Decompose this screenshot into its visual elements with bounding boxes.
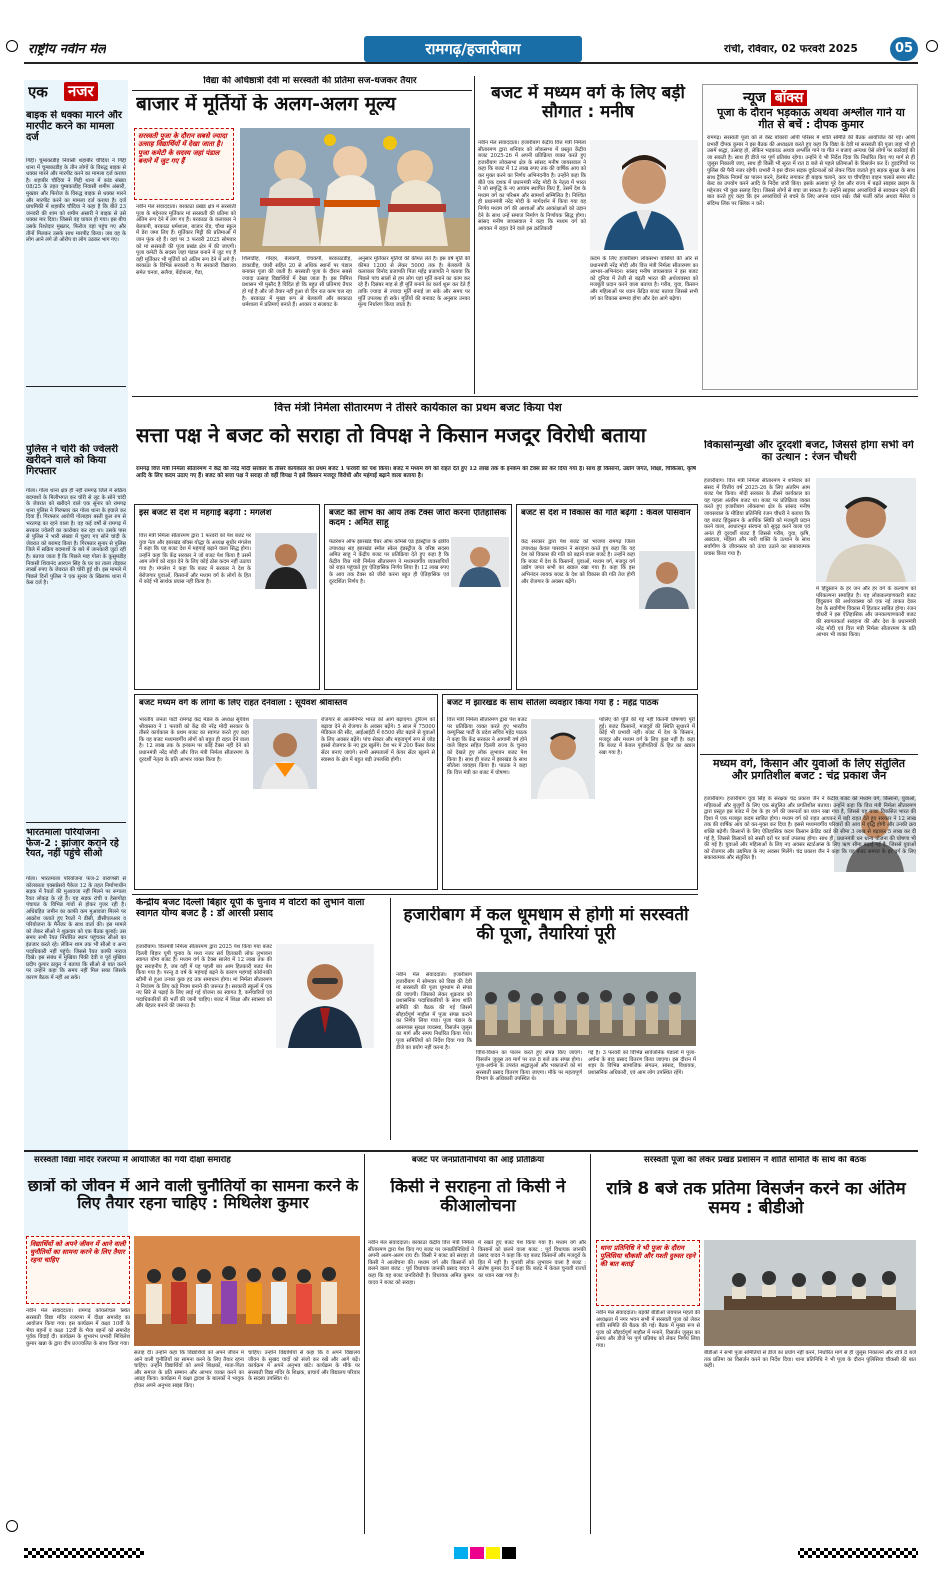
page-number-badge: 05 — [890, 37, 918, 61]
opinion-headline: इस बजट से देश में महंगाई बढ़ेगी : मंगलेश — [139, 509, 272, 518]
portrait-manish-photo — [590, 140, 698, 250]
bdo-meeting-photo — [704, 1240, 916, 1346]
story-headline: बाइक से धक्का मारने और मारपीट करने का मामला दर्ज — [26, 110, 122, 144]
story-headline: किसी ने सराहना तो किसी ने कीआलोचना — [390, 1178, 566, 1217]
story-body: हजारीबाग। वित्तमंत्री निर्मला सीतारमण द्वारा 2025 पेश किया गया बजट दिल्ली बिहार यूपी चुनाव के मध्य नजर सर्व हितकारी लोक लुभावना स्वागत योग्य बजट है। मध्यम वर्ग के टैक्स सालेव में 12 लाख तक की छूट सराहनीय है, जब वहीं में यह पहली बार आम हितकारी बजट पेश किया गया है। परन्तु 8 वर्ष के महंगाई बढ़ने के कारण महंगाई कोरोनाकी स्टीमी से हुआ उनका कुछ हद तक समाधान होगा। मां निर्मला सीतारमण ने नियंत्रण के लिए कड़े नियम बनाने की जरूरत है। सरकारी स्कूलों में एक नए सिरे से पढ़ाई के लिए लाई गई योजना का स्वागत है, कर्मचारियों एवं पदाधिकारियों की भर्ती की जानी चाहिए। बजट में शिक्षा और स्वास्थ्य को और बेहतर बनाने की जरूरत है। — [136, 944, 272, 1010]
story-body: गोला। गोला थाना क्षेत्र ही नहीं रामगढ़ जिले में सक्रिय बदमाशों के मिलीभगत कर चोरी से लूट के सोने चांदी के जेवरात को खरीदने वाले एक सुनार को रामगढ़ थाना पुलिस ने गिरफ्तार कर गोला थाना के हवाले कर दिया है। गिरफ्तार आरोपी गोलाहार बस्ती कुल रुप से भरतगढ़ का रहने वाला है। वह कई वर्षों से रामगढ़ में सरकार ज्वेलरी का कारोबार कर रहा था। उसके पास से पुलिस ने भारी संख्या में चुराए गए सोने चांदी के जेवरात को बरामद किया है। गिरफ्तार सुनार से पुलिस जिले में सक्रिय बदमाशों के बारे में जानकारी जुटा रही है। बताया जाता है कि पिछले माह गोला के कुसुमडीह निवासी शिवानंद आरएन सिंह के घर का ताला तोड़कर लाखों रुपए के जेवरात की चोरी हुई थी। इस मामले में पिछले दिनों पुलिस ने एक सुनार के खिलाफ थाना में केस दर्ज है। — [26, 488, 126, 587]
story-headline: पूजा के दौरान भड़काऊ अथवा अश्लील गाने या गीत से बचें : दीपक कुमार — [717, 107, 905, 132]
story-headline: विकासोन्मुखी और दूरदर्शी बजट, जिससे होगा सभी वर्ग का उत्थान : रंजन चौधरी — [704, 440, 914, 463]
story-body: रामगढ़। सरस्वती पूजा को ले वेस्ट बोकारो ओपी परिसर में शांति समिति की बैठक आयोजित की गई। ओपी प्रभारी दीपक कुमार ने इस बैठक की अध्यक्षता करते हुए कहा कि विद्या के देवी मां सरस्वती की पूजा जहां भी हो उसमें श्रद्धा, उत्साह हो, लेकिन भड़काऊ अथवा अश्लील गाने या गीत न बजाएं अन्यथा ऐसे लोगों पर कार्रवाई की जा सकती है। साथ ही डीजे पर पूर्ण प्रतिबंध रहेगा। उन्होंने ये भी निर्देश दिया कि निर्धारित किए गए मार्ग से ही जुलूस निकाली जाए, साथ ही किसी भी सूरत में रात 8 बजे से पहले प्रतिमाओं के विसर्जन कर दें। हुड़दंगियों पर पुलिस की पैनी नजर रहेगी। प्रभारी ने इस दौरान सड़क दुर्घटनाओं को लेकर चिंता जताते हुए सड़क सुरक्षा के साथ साथ ट्रैफिक नियमों का पालन करने, हेलमेट लगाकर ही बाइक चलाने, कार या चौपहिया वाहन चलाते समय सीट बेल्ट का उपयोग करने आदि के निर्देश जारी किए। इसके अलावा पूरे देश और राज्य में बढ़ते साइबर क्राइम के मद्देनजर भी कुछ सलाह दिए। जिससे लोगों से बचा जा सकता है। उन्होंने साइबर अपराधियों से सावधान रहने की बात करते हुए कहा कि इन अपराधियों से बचने के लिए अपना ध्यान रखें। जैसे फर्जी कॉल अथवा मैसेज व संदिग्ध लिंक पर क्लिक न करें। — [707, 135, 915, 207]
main-headline: सत्ता पक्ष ने बजट को सराहा तो विपक्ष ने किसान मजदूर विरोधी बताया — [136, 424, 646, 447]
story-body: नवीन मेल संवाददाता। हजारीबाग हजारीबाग में सोमवार को विद्या की देवी मां सरस्वती की पूजा धूमधाम से संपन्न की जाएगी। जिसको लेकर शुक्रवार को प्रशासनिक पदाधिकारियों के साथ शांति समिति की बैठक की गई जिसमें सौहार्दपूर्ण माहौल में पूजा संपन्न कराने का निर्णय लिया गया। पूजा पंडाल के आसपास सुरक्षा व्यवस्था, विसर्जन जुलूस का मार्ग और समय निर्धारित किया गया। पूजा समितियों को निर्देश दिया गया कि डीजे का प्रयोग नहीं करना है। — [396, 972, 472, 1051]
story-body: हजारीबाग। हजारीबाग युवा सिंह के संरक्षक चंद्र प्रकाश जैन ने केंद्रीय बजट को मध्यम वर्ग, किसानों, युवाओं, महिलाओं और बुजुर्गों के लिए एक संतुलित और प्रगतिशील बताया। उन्होंने कहा कि वित्त मंत्री निर्मला सीतारमण द्वारा प्रस्तुत इस बजट में देश के हर वर्ग की जरूरतों का ध्यान रखा गया है, जिससे यह बजट विकसित भारत की दिशा में एक मजबूत कदम साबित होगा। मध्यम वर्ग को राहत आयकर में बड़ी राहत देते हुए सरकार ने 12 लाख तक की वार्षिक आय को कर-मुक्त कर दिया है। इससे मध्यमवर्गीय परिवारों की आय में वृद्धि होगी और उनकी क्रय शक्ति बढ़ेगी। किसानों के लिए ऐतिहासिक कदम किसान क्रेडिट कार्ड की सीमा 3 लाख से बढ़ाकर 5 लाख कर दी गई है, जिससे किसानों को सस्ती दरों पर कर्ज उपलब्ध होगा। साथ ही, प्रधानमंत्री धन धान्य योजना की घोषणा भी की गई है। युवाओं और महिलाओं के लिए नए अवसर स्टार्टअप्स के लिए ऋण सीमा बढ़ाई गई है, जिससे युवाओं को रोजगार और उद्यमिता के नए अवसर मिलेंगे। चंद्र प्रकाश जैन ने कहा कि यह बजट समाज के हर वर्ग के लिए सकारात्मक और संतुलित है। — [704, 796, 916, 862]
ek-nazar-badge: एक नजर — [24, 80, 128, 106]
opinion-box — [516, 504, 698, 690]
story-intro: रामगढ़ वित्त मंत्री निर्मला सीतारमण ने केंद्र की नरेंद्र मोदी सरकार के तीसरे कार्यकाल का प्रथम बजट 1 फरवरी को पेश किया। बजट में मध्यम वर्ग को राहत देते हुए 12 लाख तक के इनकम को टैक्स फ्री कर दिया गया है। साथ ही किसानों, उद्योग जगत, शिक्षा, चिकित्सा, कृषि आदि के लिए कदम उठाए गए हैं। बजट को सत्ता पक्ष ने सराहा तो वहीं विपक्ष ने इसे किसान मजदूर विरोधी और महंगाई बढ़ाने वाला बताया है। — [136, 466, 696, 479]
opinion-headline: बजट में झारखंड के साथ सौतेला व्यवहार किया गया है : महेंद्र पाठक — [447, 699, 659, 708]
registration-mark — [6, 1520, 18, 1532]
color-registration-strip — [24, 1544, 918, 1556]
dateline: रांची, रविवार, 02 फरवरी 2025 — [724, 44, 858, 55]
portrait-ranjan-chaudhary-photo — [816, 478, 916, 582]
section-banner — [364, 36, 582, 62]
story-headline: केन्द्रीय बजट दिल्ली बिहार यूपी के चुनाव में वोटरों को लुभाने वाला स्वागत योग्य बजट है : डॉ आरसी प्रसाद — [136, 898, 365, 919]
portrait-amit-sahu-photo — [451, 537, 509, 587]
story-body: नवीन मेल संवाददाता। बड़की बीडीओ जयपाल महतो की अध्यक्षता में नगर भवन सभी में सरस्वती पूजा को लेकर शांति समिति की बैठक की गई। बैठक में मुख्य रूप से पूजा को सौहार्दपूर्ण माहौल में मनाने, विसर्जन जुलूस का समय और डीजे पर पूर्ण प्रतिबंध को लेकर निर्णय लिया गया। — [596, 1310, 700, 1349]
story-body: कदम के लिए हजारीबाग लोकसभा वासियों की ओर से प्रधानमंत्री नरेंद्र मोदी और वित्त मंत्री निर्मला सीतारमण का आभार-अभिनंदन। सांसद मनीष जायसवाल ने इस बजट को दुनिया में तेजी से बढ़ती भारत की अर्थव्यवस्था को मजबूती प्रदान करने वाला बताया है। गरीब, युवा, किसान और महिलाओं पर ध्यान केंद्रित बजट बताया जिससे सभी वर्ग का विकास सम्भव होगा और देश आगे बढ़ेगा। — [590, 256, 698, 302]
story-body: हजारीबाग। वित्त मंत्री निर्मला सीतारमण ने शनिवार को संसद में वित्तीय वर्ष 2025-26 के लिए अंतरिम आम बजट पेश किया। मोदी सरकार के तीसरे कार्यकाल का यह पहला अंतरिम बजट था। बजट पर प्रतिक्रिया व्यक्त करते हुए हजारीबाग लोकसभा क्षेत्र के सांसद मनीष जायसवाल के मीडिया प्रतिनिधि रंजन चौधरी ने बताया कि यह बजट हिंदुस्तान के आर्थिक स्थिति को मजबूती प्रदान करने वाला, आधारभूत संरचना को सुदृढ़ करने वाला एवं अनंत ही दूरदर्शी बजट है जिससे गरीब, युवा, कृषि, अन्नदाता, महिला और नारी शक्ति के उत्थान के साथ सर्वांगीण के जीवनस्तर को ऊंचा उठाने का सकारात्मक प्रयास किया गया है। — [704, 478, 810, 557]
registration-mark — [926, 40, 938, 52]
opinion-body: पालिए की पूर्ति की गई नहीं कितनी घोषणाएं पूरी हुई। बजट किसानों, मजदूरों की स्थिति सुधारने में कोई भी प्रभावी नहीं। बजट में देश के किसान, मजदूर और मध्यम वर्ग के लिए कुछ नहीं है। कहा कि बजट में केवल पूंजीपतियों के हित का ख्याल रखा गया है। — [599, 717, 695, 756]
opinion-box — [324, 504, 512, 690]
registration-mark — [6, 40, 18, 52]
story-headline: मध्यम वर्ग, किसान और युवाओं के लिए संतुलित और प्रगतिशील बजट : चंद्र प्रकाश जैन — [712, 758, 906, 783]
news-box-tag: बॉक्स — [771, 90, 808, 106]
story-kicker: विद्या की अधिष्ठात्री देवी मां सरस्वती की प्रतिमा सज-धजकर तैयार — [203, 76, 417, 86]
story-headline: छात्रों को जीवन में आने वाली चुनौतियों का सामना करने के लिए तैयार रहना चाहिए : मिथिलेश कुमार — [27, 1178, 359, 1213]
story-body: गोला। भारतमाला परियोजना फेज-2 वाराणसी से कोलकाता एक्सप्रेसवे पैकेज 12 के तहत निर्माणाधीन सड़क में रैयतों की मुआवजा नहीं मिलने पर रूगाला रैयत लोकड़ के रहे हैं। यह सड़क रांची व हेसागोड़ा पंचायत के विभिन्न गांवों से होकर गुजर रही है। अधिग्रहित जमीन का काफी कम मुआवजा मिलने पर आक्रोश जताते हुए रैयतों ने डीसी, डीसीएलआर व परियोजना के मैनेजर के साथ वार्ता की। इस मामले को लेकर सीओ ने शुक्रवार को एक बैठक बुलाई। उस समय सभी रैयत निर्धारित स्थान पहुंचकर सीओ का इंतजार करते रहे। लेकिन शाम तक भी सीओ व अन्य पदाधिकारी नहीं पहुंचे। जिससे रैयत काफी नाराज दिखे। इस संबंध में मुखिया पिंकी देवी व पूर्व मुखिया प्रदीप कुमार ठाकुर ने बताया कि सीओ से बात करने पर उन्होंने कहा कि समय नहीं मिल सका जिसके कारण बैठक में नहीं आ सके। — [26, 876, 126, 981]
school-ceremony-photo — [134, 1236, 360, 1346]
section-title: रामगढ़/हजारीबाग — [425, 40, 521, 58]
portrait-keval-paswan-photo — [639, 551, 695, 609]
story-kicker: सरस्वती विद्या मंदिर रजरप्पा में आयोजित की गयी दीक्षा समारोह — [34, 1156, 231, 1165]
story-body: नवीन मेल संवाददाता। हजारीबाग केंद्रीय वित्त मंत्री निर्मला सीतारमण द्वारा शनिवार को लोकसभा में प्रस्तुत केंद्रीय बजट 2025-26 में अपनी प्रतिक्रिया व्यक्त करते हुए हजारीबाग लोकसभा क्षेत्र के सांसद मनीष जायसवाल ने कहा कि बजट में 12 लाख रुपए तक की वार्षिक आय को कर मुक्त करने का निर्णय अभिनंदनीय है। उन्होंने कहा कि बीते एक दशक में प्रधानमंत्री नरेंद्र मोदी के नेतृत्व में भारत ने जो समृद्धि के नए आयाम स्थापित किए हैं, उसमें देश के मध्यम वर्ग का परिश्रम और सामर्थ्य सम्मिलित है। निश्चित ही प्रधानमंत्री नरेंद्र मोदी के मार्गदर्शन में किया गया यह निर्णय मध्यम वर्ग की आशाओं और आकांक्षाओं को उड़ान देने के साथ उन्हें समाज निर्माण के निर्णायक सिद्ध होगा। सांसद मनीष जायसवाल ने कहा कि मध्यम वर्ग को आयकर में राहत देने वाले इस क्रांतिकारी — [478, 140, 586, 232]
opinion-headline: बजट को लाभ का आय तक टैक्स जीरो करना ऐतिहासिक कदम : अमित साहू — [329, 509, 507, 528]
opinion-box — [134, 694, 438, 890]
ek-nazar-column — [24, 80, 128, 1240]
story-body: नवीन मेल संवाददाता। बरकाठा प्रखंड क्षेत्र में सरस्वती पूजा के मद्देनजर मूर्तिकार मां सरस्वती की प्रतिमा को अंतिम रूप देने में लग गए हैं। बरकाठा के कलाकार ने बेलकपी, बरकाठा धर्मशाला, बाजार रोड, चौथा स्कूल में डेरा जमा लिए हैं। मूर्तिकार मिट्टी की प्रतिमाओं में जान फूंक रहे हैं। वहां पर 3 फरवरी 2025 सोमवार को मां सरस्वती की पूजा प्रखंड क्षेत्र में की जाएगी। पूजा कमेटी के सदस्य जहां पंडाल बनाने में जुट गए हैं वहीं मूर्तिकार भी मूर्तियों को अंतिम रूप देने में लगे हैं। बरकाठा के विभिन्न सरकारी व गैर सरकारी विद्यालय समेत चनवा, सलैया, बेंदोकला, गैडा, — [136, 204, 236, 276]
story-kicker: वित्त मंत्री निर्मला सीतारमण ने तीसरे कार्यकाल का प्रथम बजट किया पेश — [274, 402, 562, 414]
story-body: में रखते हुए बजट पेश किया गया है। मध्यम वर्ग और किसानों को छलने वाला बजट : पूर्व विधायक जानकी प्रसाद यादव ने कहा कि यह बजट किसानों और मजदूरों के हित में नहीं है। चुनावी लोक लुभावन वाला है बजट : संतोष कुमार देव ने कहा कि बजट में केवल चुनावी राज्यों का ध्यान रखा गया है। — [478, 1240, 586, 1279]
story-body: विधि-विधान का पालन करते हुए संपन्न किए जाएंगे। विसर्जन जुलूस तय मार्ग पर रात 8 बजे तक संपन्न होगा। पूजा-अर्चना के उपरांत श्रद्धालुओं और भक्तजनों को मां सरस्वती प्रसाद वितरण किया जाएगा। मौके पर महत्वपूर्ण विभाग के अधिकारी उपस्थित थे। — [476, 1050, 582, 1083]
pull-quote: थाना प्रतिनिधि ने भी पूजा के दौरान पुलिसिया चौकसी और गश्ती दुरुस्त रहने की बात बताई — [596, 1240, 700, 1306]
news-box-label: न्यूज — [743, 90, 766, 106]
story-headline: पुलिस ने चोरी की ज्वेलरी खरीदने वाले को किया गिरफ्तार — [26, 444, 118, 478]
saraswati-idol-photo — [240, 128, 470, 252]
newspaper-logo: राष्ट्रीय नवीन मेल — [28, 43, 106, 57]
opinion-body: केंद्र सरकार द्वारा पेश बजट को भाजपा रामगढ़ जिला उपाध्यक्ष केवल पासवान ने सराहना करते हुए कहा कि यह देश को विकास की गति को बढ़ाने वाला बजट है। उन्होंने कहा कि बजट में देश के किसानों, युवाओं, मध्यम वर्ग, मजदूर वर्ग उद्योग जगत सभी का ख्याल रखा गया है। कहा कि इस अभिनंदन लायक बजट के देश को विकास की गति तेज होगी और रोजगार के अवसर बढ़ेंगे। — [521, 539, 635, 585]
story-body: शिलाडीह, गोरहर, बेलकपी, चेचकपी, बरकाठाडीह, डाकाडीह, घंघरी सहित 20 से अधिक स्थानों पर पंडाल बनाकर पूजा की जाती है। सरस्वती पूजा के दौरान सबसे ज्यादा उत्साह विद्यार्थियों में देखा जाता है। इस निमित्त प्रशासन भी मुस्तैद है विदित हो कि बहुत सी प्रतिमाएं तैयार हो गई है और जो तैयार नहीं हुआ वो दिन रात काम चल रहा है। बरकाठा में मुख्य रूप से बेलकपी और बरकाठा धर्मशाला में प्रतिमाएं बनाते हैं। आकार व सजावट के — [242, 256, 352, 309]
story-body: बीडीओ ने सभी पूजा समितियों से डीजे का प्रयोग नहीं करने, निर्धारित मार्ग से ही जुलूस निकालने और रात्रि 8 बजे तक प्रतिमा का विसर्जन करने का निर्देश दिया। थाना प्रतिनिधि ने भी पूजा के दौरान पुलिसिया चौकसी की बात कही। — [704, 1350, 916, 1370]
opinion-body: वित्त मंत्री निर्मला सीतारमण द्वारा पेश बजट पर प्रतिक्रिया व्यक्त करते हुए भारतीय कम्युनिस्ट पार्टी के प्रदेश सचिव महेंद्र पाठक ने कहा कि केंद्र सरकार ने आगामी वर्ष होने वाले बिहार सहित दिल्ली राज्य के चुनाव को देखते हुए लोक लुभावन बजट पेश किया है। साथ ही बजट में झारखंड के साथ सौतेला व्यवहार किया है। पाठक ने कहा कि वित्त मंत्री का बजट में घोषणा। — [447, 717, 527, 776]
story-body: में हिंदुस्तान के हर जन और हर वर्ग के कल्याण को परिकल्पना समाहित है। यह लोककल्याणकारी बजट हिंदुस्तान की अर्थव्यवस्था को एक नई ताकत देकर देश के सर्वांगीण विकास में हितकर साबित होगा। रंजन चौधरी ने इस ऐतिहासिक और जनकल्याणकारी बजट की स्वागतकर्ता सराहना की और देश के प्रधानमंत्री नरेंद्र मोदी एवं वित्त मंत्री निर्मला सीतारमण के प्रति आभार भी व्यक्त किया। — [816, 586, 916, 639]
story-kicker: बजट पर जनप्रतिनिधियों की आई प्रतिक्रिया — [411, 1156, 545, 1165]
story-body: नवीन मेल संवाददाता। बरकाठा केंद्रीय वित्त मंत्री निर्मला सीतारमण द्वारा पेश किए गए बजट पर जनप्रतिनिधियों ने अपनी अलग-अलग राय दी। किसी ने बजट को सराहा तो किसी ने आलोचना की। मध्यम वर्ग और किसानों को छलने वाला बजट : पूर्व विधायक जानकी प्रसाद यादव ने कहा कि यह बजट जनविरोधी है। विधायक अमित कुमार यादव ने बजट को सराहा। — [368, 1240, 474, 1286]
opinion-box — [134, 504, 320, 690]
opinion-body: फेडरेशन ऑफ झारखंड चैंबर ऑफ कॉमर्स एंड इंडस्ट्रीज के क्षेत्रीय उपाध्यक्ष सह झारखंड स्मॉल स्केल इंडस्ट्रीज के वरिष्ठ सदस्य अमित साहू ने केंद्रीय बजट पर प्रतिक्रिया देते हुए कहा है कि केंद्रीय वित्त मंत्री निर्मला सीतारमण ने मध्यमवर्गीय व्यवसायियों को राहत पहुंचाते हुए ऐतिहासिक निर्णय लिया है। 12 लाख रुपए के आय तक टैक्स को जीरो करना बहुत ही ऐतिहासिक एवं दूरदर्शिता निर्णय है। — [329, 539, 449, 585]
pull-quote: सरस्वती पूजा के दौरान सबसे ज्यादा उत्साह विद्यार्थियों में देखा जाता है। पूजा कमेटी के सदस्य जहां पंडाल बनाने में जुट गए हैं — [134, 128, 234, 200]
pull-quote: विद्यार्थियों को अपने जीवन में आने वाली चुनौतियों का सामना करने के लिए तैयार रहना चाहिए — [26, 1236, 130, 1304]
portrait-manglesh-photo — [255, 533, 317, 589]
opinion-box — [442, 694, 698, 890]
story-headline: बजट में मध्यम वर्ग के लिए बड़ी सौगात : मनीष — [491, 84, 685, 123]
story-body: गई है। 3 फरवरी को विभिन्न सार्वजनिक पंडालों में पूजा-अर्चना के बाद प्रसाद वितरण किया जाएगा। इस दौरान में शहर के विभिन्न सामाजिक संगठन, सांसद, विधायक, प्रशासनिक अधिकारी, एवं आम लोग उपस्थित रहेंगे। — [588, 1050, 696, 1076]
portrait-mahendra-pathak-photo — [531, 719, 595, 799]
story-headline: हजारीबाग में कल धूमधाम से होगी मां सरस्वती की पूजा, तैयारियां पूरी — [403, 906, 689, 945]
portrait-suryavansh-photo — [253, 719, 317, 789]
story-body: चाहिए। उन्होंने विद्यार्थियों से कहा कि वे अपने विद्यालय जीवन के सुखद यादों को संजो कर रखें और आगे बढ़ें। कार्यक्रम में अपने अनुभव बांटे। कार्यक्रम के मौके पर सरस्वती विद्या मंदिर के शिक्षक, प्राचार्य और विद्यालय परिवार के सदस्य उपस्थित थे। — [248, 1350, 360, 1383]
story-headline: रात्रि 8 बजे तक प्रतिमा विसर्जन करने का अंतिम समय : बीडीओ — [606, 1180, 906, 1219]
opinion-headline: बजट मध्यम वर्ग के लोगों के लिए राहत देनेवाला : सूर्यवंश श्रीवास्तव — [139, 699, 348, 708]
story-headline: भारतमाला परियोजना फेज-2 : झांजार कराने रहे रैयत, नहीं पहुंचे सीओ — [26, 828, 119, 860]
opinion-body: भारतीय जनता पार्टी रामगढ़ केंद्र मंडल के अध्यक्ष सूर्यवंश श्रीवास्तव ने 1 फरवरी को केंद्र की नरेंद्र मोदी सरकार के तीसरे कार्यकाल के प्रथम बजट का स्वागत करते हुए कहा कि यह बजट मध्यमवर्गीय लोगों को बहुत ही राहत देने वाला है। 12 लाख तक के इनकम पर कोई टैक्स नहीं देने को प्रधानमंत्री नरेंद्र मोदी और वित्त मंत्री निर्मला सीतारमण के दूरदर्शी नेतृत्व के प्रति आभार व्यक्त किया है। — [139, 717, 249, 763]
opinion-body: वित्त मंत्री निर्मला सीतारमण द्वारा 1 फरवरी को पेश बजट पर युवा नेता और झारखंड बॉक्स योद्धा के अध्यक्ष सुधीर मंगलेश ने कहा कि यह बजट देश में महंगाई बढ़ाने वाला सिद्ध होगा। उन्होंने कहा कि केंद्र सरकार ने जो बजट पेश किया है उसमें आम लोगों को राहत देने के लिए कोई ठोस कदम नहीं उठाया गया है। मंगलेश ने कहा कि बजट में सरकार ने देश के बेरोजगार युवाओं, किसानों और मध्यम वर्ग के लोगों के हित में कोई भी सार्थक प्रयास नहीं किया है। — [139, 533, 251, 586]
story-headline: बाजार में मूर्तियों के अलग-अलग मूल्य — [136, 94, 396, 115]
opinion-headline: बजट से देश में विकास की गति बढ़ेगी : केवल पासवान — [521, 509, 691, 518]
portrait-arsi-prasad-photo — [276, 944, 374, 1048]
news-box — [702, 84, 918, 390]
story-body: सताह दी। उन्होंने कहा कि विद्यार्थियों को अपने जीवन में आने वाली चुनौतियों का सामना करने के लिए तैयार रहना चाहिए। उन्होंने विद्यार्थियों को अपने शिक्षकों, माता-पिता और समाज के प्रति सम्मान और आभार व्यक्त करने का आग्रह किया। कार्यक्रम में कक्षा द्वादश के बालकों ने भावुक होकर अपने अनुभव साझा किए। — [134, 1350, 244, 1389]
peace-committee-meeting-photo — [476, 972, 696, 1046]
masthead — [24, 36, 918, 64]
story-body: अनुसार मूर्तिकार मूर्तियों की कीमत लेते हैं। इस वर्ष मूर्ति की कीमत 1200 से लेकर 5000 तक है। बेलकपी के कलाकार विनोद प्रजापति पिता महेंद्र प्रजापति ने बताया कि पिछले पांच सालों से हम लोग यहां मूर्ति बनाने का काम कर रहे हैं। दिसंबर माह से ही मूर्ति बनाने का कार्य शुरू कर देते हैं ताकि ज्यादा से ज्यादा मूर्ति बनाई जा सके और समय पर मूर्ति उपलब्ध हो सके। मूर्तियों की बनावट के अनुसार उनका मूल्य निर्धारण किया जाता है। — [358, 256, 470, 309]
opinion-body: रोजगार से आत्मनिर्भर भारत को आगे बढ़ाएगा। टूरिज्म को बढ़ावा देने से रोजगार के अवसर बढ़ेंगे। 5 साल में 75000 मेडिकल की सीट, आईआईटी में 6500 सीट बढ़ाने से युवाओं के लिए अवसर बढ़ेंगे। पांच सेक्टर और महत्वपूर्ण रूप से जोड़ इससे रोजगार के नए द्वार खुलेंगे। देश भर में 200 कैंसर केयर सेंटर बनाए जाएंगे। सभी अस्पतालों में केयर सेंटर खुलने से स्वास्थ्य के क्षेत्र में बहुत बड़ी उपलब्धि होगी। — [321, 717, 435, 763]
story-body: नवीन मेल संवाददाता। रामगढ़ कोयलांचल स्थित सरस्वती विद्या मंदिर रजरप्पा में दीक्षा समारोह का आयोजन किया गया। इस कार्यक्रम में कक्षा 10वीं के भैया बहनों व कक्षा 12वीं के भैया बहनों को समारोह पूर्वक विदाई दी। कार्यक्रम के शुभारंभ प्रभारी मिथिलेश कुमार खन्ना के द्वारा दीप प्रज्ज्वलित के साथ किया गया। — [26, 1308, 130, 1347]
story-kicker: सरस्वती पूजा को लेकर प्रखंड प्रशासन ने शांति समिति के साथ की बैठक — [643, 1156, 867, 1165]
story-body: गिद्दी। चुम्बकाडीह निवासी शहाबीर चौदिया ने गिद्दी थाना में चुम्बकाडीह के तीन लोगों के विरुद्ध बाइक से धक्का मारने और मारपीट करने का मामला दर्ज कराया है। शहाबीर चौदिया ने गिद्दी थाना में कांड संख्या 08/25 के तहत चुम्बकाडीह निवासी शमीम अंसारी, मुख्तार और फिरोज के विरुद्ध बाइक से धक्का मारने और मारपीट करने का मामला दर्ज कराया है। दर्ज प्राथमिकी में शहाबीर चौदिया ने कहा है कि बीते 23 जनवरी की शाम को शमीम अंसारी ने बाइक से उसे धक्का मार दिया। जिससे वह घायल हो गया। इस बीच उसके रिश्तेदार मुख्तार, फिरोज वहां पहुंच गए और तीनों मिलकर उसके साथ मारपीट किया। जब वह के लोग आने लगे तो ओरोप वा लोग उठकर भाग गए। — [26, 158, 126, 244]
